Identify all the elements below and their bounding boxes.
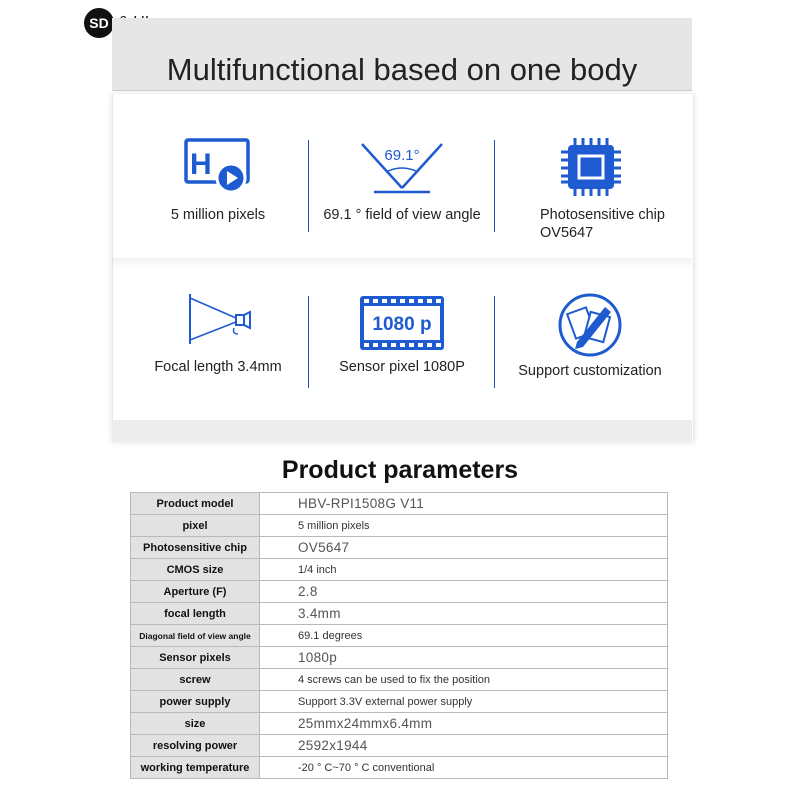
param-value: HBV-RPI1508G V11: [260, 493, 668, 515]
param-value: -20 ° C~70 ° C conventional: [260, 757, 668, 779]
edit-pencil-icon: [557, 292, 623, 358]
table-row: [131, 713, 668, 735]
vertical-divider: [494, 140, 495, 232]
feature-focal-length: [130, 290, 306, 376]
param-value: 69.1 degrees: [260, 625, 668, 647]
feature-label: 69.1 ° field of view angle: [323, 207, 481, 223]
param-name: size: [131, 713, 260, 735]
table-row: [131, 581, 668, 603]
params-title: Product parameters: [281, 456, 519, 484]
table-row: [131, 669, 668, 691]
feature-customization: [498, 292, 682, 380]
focal-length-icon: [178, 290, 258, 350]
vertical-divider: [494, 296, 495, 388]
brand-badge: SD: [84, 8, 114, 38]
table-row: [131, 515, 668, 537]
table-row: [131, 757, 668, 779]
feature-sensor-pixel: [312, 294, 492, 376]
param-value: 3.4mm: [260, 603, 668, 625]
vertical-divider: [308, 296, 309, 388]
param-name: Diagonal field of view angle: [131, 625, 260, 647]
param-name: working temperature: [131, 757, 260, 779]
feature-pixels: [130, 136, 306, 224]
feature-label: Sensor pixel 1080P: [339, 359, 465, 375]
param-value: Support 3.3V external power supply: [260, 691, 668, 713]
table-row: [131, 735, 668, 757]
param-name: screw: [131, 669, 260, 691]
param-name: Sensor pixels: [131, 647, 260, 669]
vertical-divider: [308, 140, 309, 232]
param-value: 1080p: [260, 647, 668, 669]
table-row: [131, 559, 668, 581]
svg-text:H: H: [190, 148, 212, 181]
table-row: [131, 647, 668, 669]
fov-icon-text: 69.1°: [384, 147, 420, 164]
param-value: 2592x1944: [260, 735, 668, 757]
param-name: power supply: [131, 691, 260, 713]
banner-title: Multifunctional based on one body: [166, 52, 638, 87]
film-1080p-icon: [358, 294, 446, 352]
param-name: focal length: [131, 603, 260, 625]
feature-label: Support customization: [518, 363, 662, 379]
hd-video-icon: [183, 136, 253, 198]
title-banner: [112, 18, 692, 91]
param-value: 2.8: [260, 581, 668, 603]
table-row: [131, 603, 668, 625]
panel-bottom-strip: [112, 420, 692, 442]
table-row: [131, 625, 668, 647]
param-value: 1/4 inch: [260, 559, 668, 581]
feature-label: Photosensitive chip OV5647: [540, 207, 665, 241]
param-value: 5 million pixels: [260, 515, 668, 537]
table-row: [131, 493, 668, 515]
field-of-view-icon: [354, 136, 450, 198]
param-name: Photosensitive chip: [131, 537, 260, 559]
table-row: [131, 537, 668, 559]
params-table: [130, 492, 668, 779]
feature-chip: [498, 136, 682, 242]
param-value: 25mmx24mmx6.4mm: [260, 713, 668, 735]
param-name: Aperture (F): [131, 581, 260, 603]
param-name: Product model: [131, 493, 260, 515]
feature-label: 5 million pixels: [170, 207, 266, 223]
feature-label: Focal length 3.4mm: [154, 359, 282, 375]
param-value: OV5647: [260, 537, 668, 559]
row-divider: [112, 258, 692, 268]
param-name: pixel: [131, 515, 260, 537]
param-name: resolving power: [131, 735, 260, 757]
film-icon-text: 1080 p: [372, 314, 432, 335]
table-row: [131, 691, 668, 713]
param-name: CMOS size: [131, 559, 260, 581]
feature-fov: [312, 136, 492, 224]
param-value: 4 screws can be used to fix the position: [260, 669, 668, 691]
chip-icon: [555, 136, 625, 198]
